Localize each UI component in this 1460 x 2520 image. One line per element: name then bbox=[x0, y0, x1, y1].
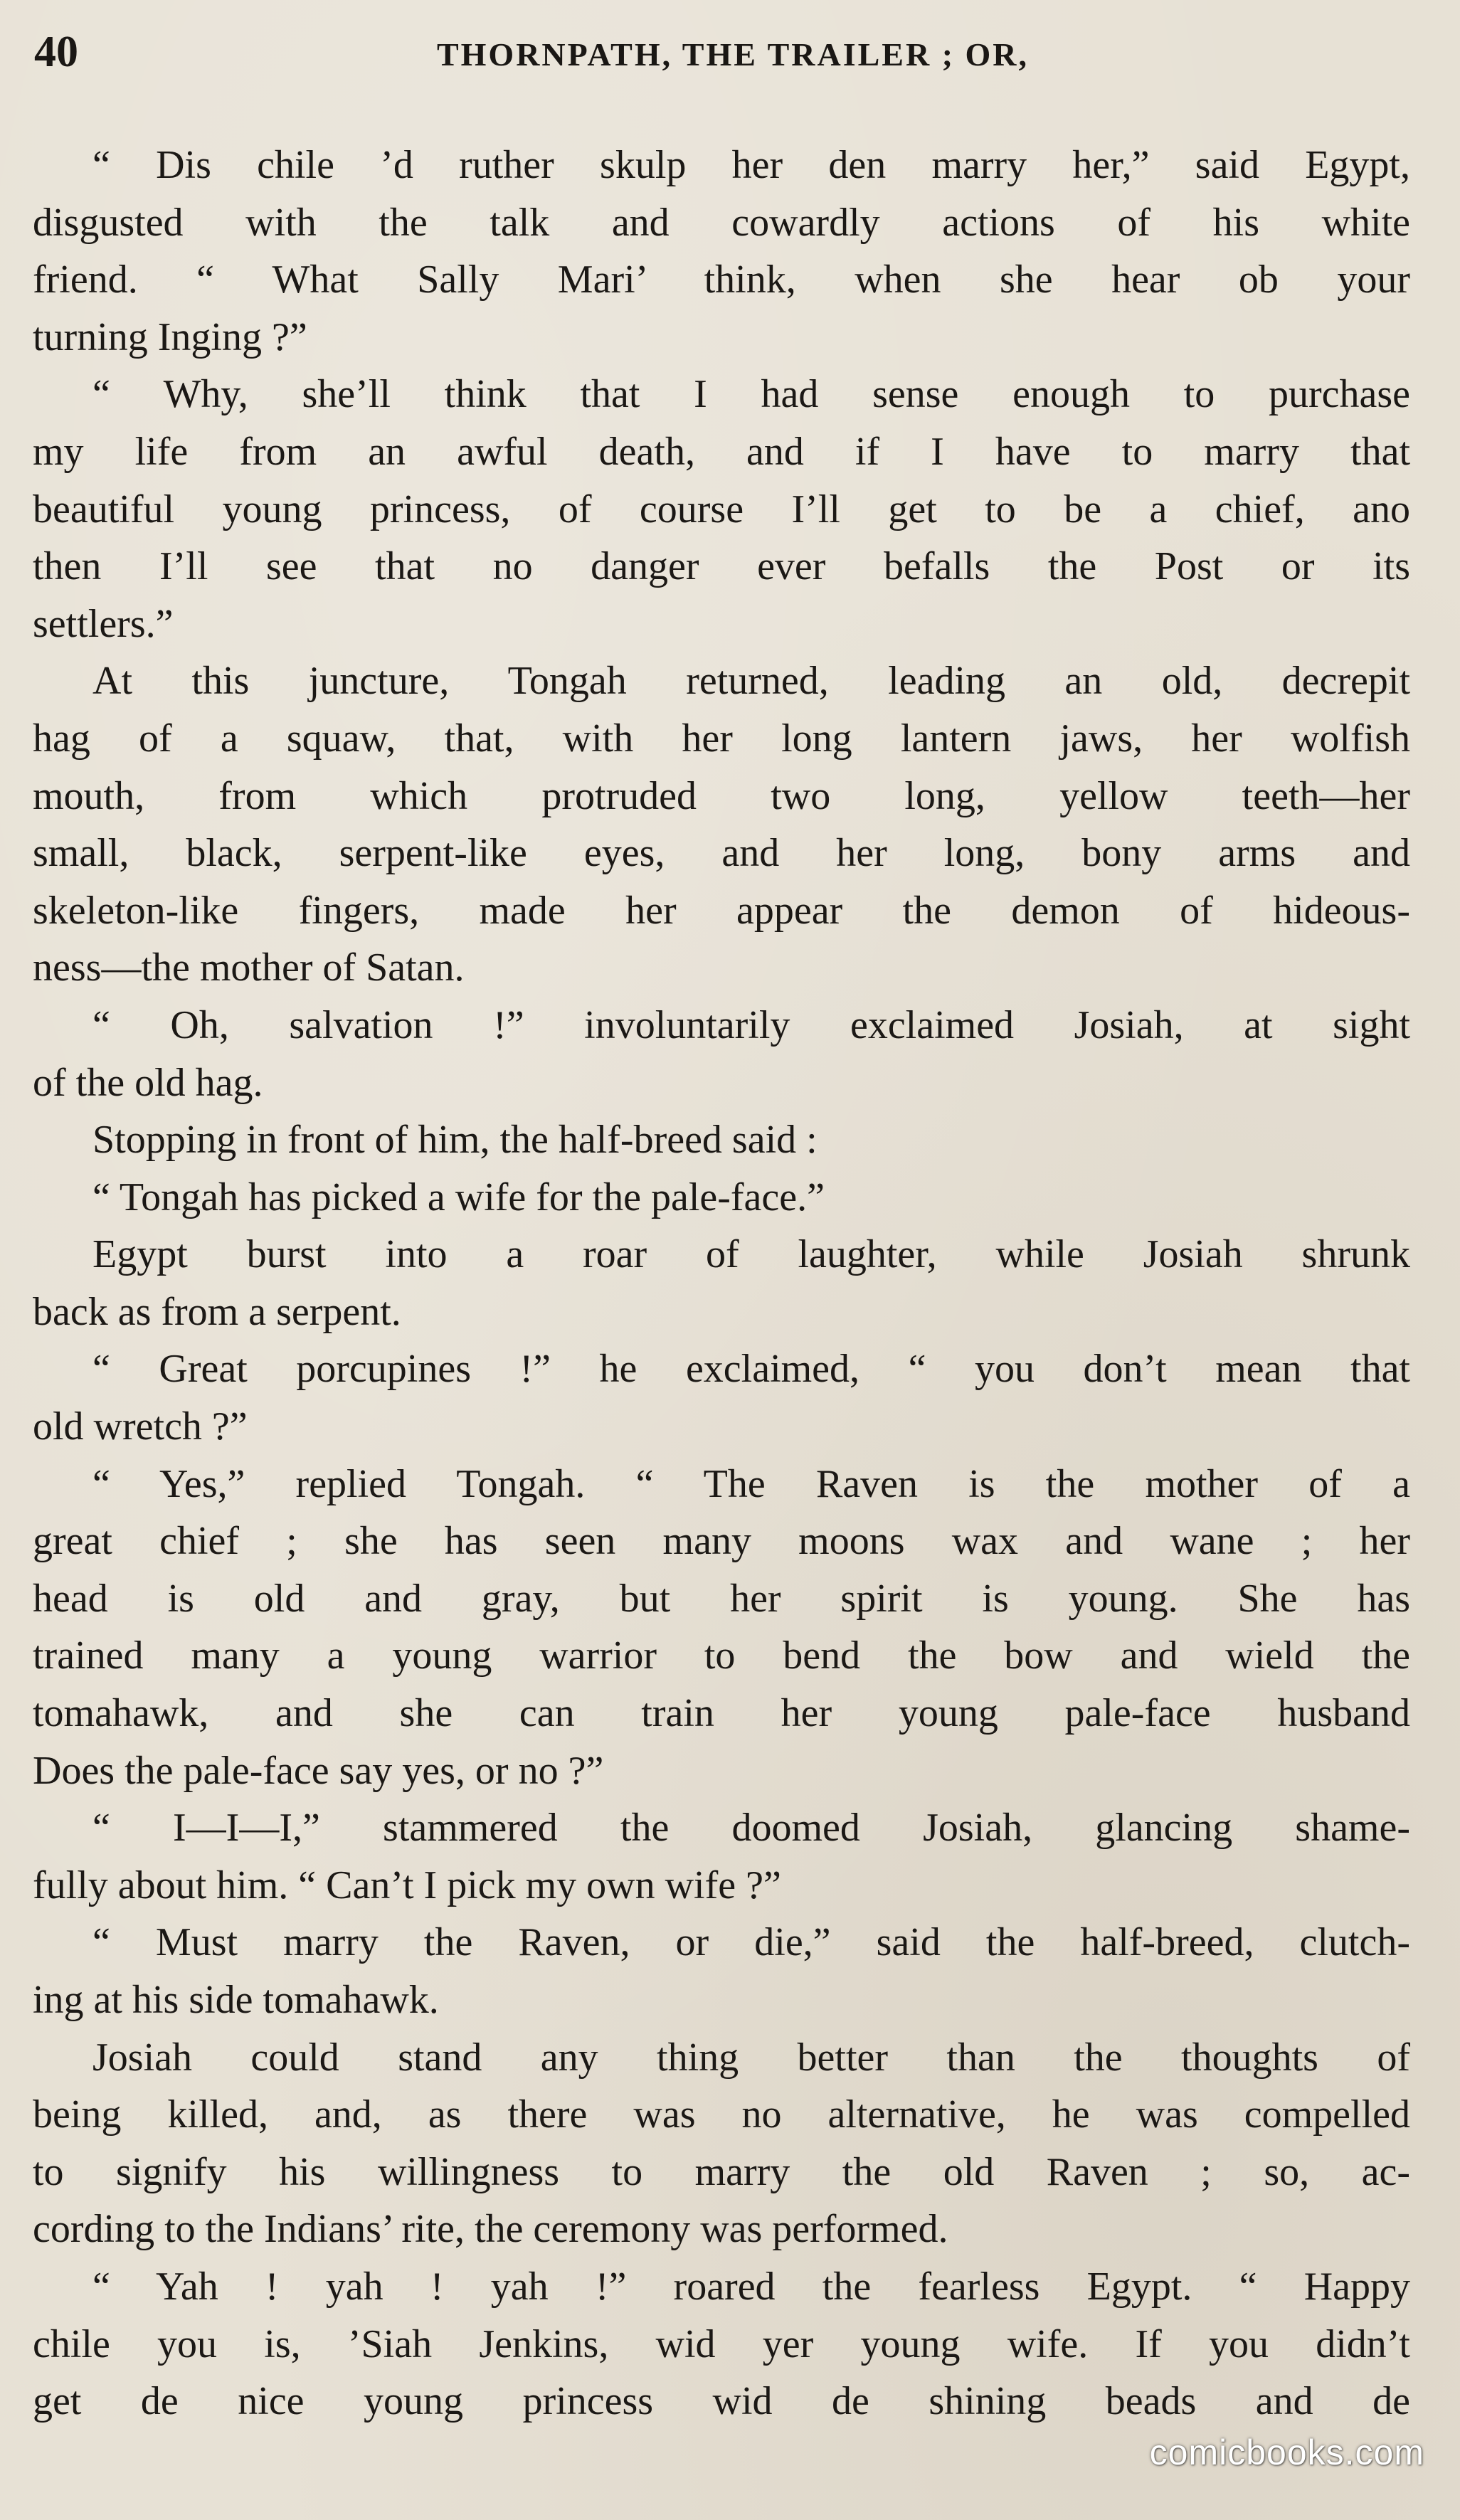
text-line: “ Great porcupines !” he exclaimed, “ you don’t mean that bbox=[92, 1347, 1410, 1392]
text-line: friend. “ What Sally Mari’ think, when she hear ob your bbox=[33, 258, 1410, 302]
text-line: “ Dis chile ’d ruther skulp her den marry her,” said Egypt, bbox=[92, 143, 1410, 187]
text-line: great chief ; she has seen many moons wax and wane ; her bbox=[33, 1519, 1410, 1564]
text-line: ing at his side tomahawk. bbox=[33, 1978, 439, 2022]
text-line: skeleton-like fingers, made her appear the demon of hideous- bbox=[33, 888, 1410, 933]
text-line: to signify his willingness to marry the old Raven ; so, ac- bbox=[33, 2149, 1410, 2194]
text-line: “ Must marry the Raven, or die,” said the half-breed, clutch- bbox=[92, 1920, 1410, 1965]
text-line: Josiah could stand any thing better than the thoughts of bbox=[92, 2035, 1410, 2080]
text-line: Stopping in front of him, the half-breed said : bbox=[92, 1118, 818, 1163]
text-line: back as from a serpent. bbox=[33, 1289, 401, 1334]
text-line: settlers.” bbox=[33, 601, 174, 646]
text-line: Egypt burst into a roar of laughter, while Josiah shrunk bbox=[92, 1232, 1410, 1277]
text-line: chile you is, ’Siah Jenkins, wid yer young wife. If you didn’t bbox=[33, 2322, 1410, 2366]
text-line: small, black, serpent-like eyes, and her long, bony arms and bbox=[33, 831, 1410, 876]
text-line: At this juncture, Tongah returned, leading an old, decrepit bbox=[92, 659, 1410, 704]
text-line: tomahawk, and she can train her young pale-face husband bbox=[33, 1691, 1410, 1736]
text-line: being killed, and, as there was no alternative, he was compelled bbox=[33, 2092, 1410, 2137]
text-line: “ Tongah has picked a wife for the pale-face.” bbox=[92, 1175, 825, 1219]
text-line: fully about him. “ Can’t I pick my own wife ?” bbox=[33, 1863, 781, 1907]
running-head: THORNPATH, THE TRAILER ; OR, bbox=[436, 36, 1030, 73]
text-line: head is old and gray, but her spirit is young. She has bbox=[33, 1576, 1410, 1621]
text-line: “ Yah ! yah ! yah !” roared the fearless Egypt. “ Happy bbox=[92, 2264, 1410, 2309]
text-line: turning Inging ?” bbox=[33, 314, 307, 359]
page-header bbox=[0, 21, 1460, 92]
body-text bbox=[33, 137, 1410, 2430]
text-line: of the old hag. bbox=[33, 1060, 263, 1105]
text-line: Does the pale-face say yes, or no ?” bbox=[33, 1748, 604, 1793]
text-line: beautiful young princess, of course I’ll get to be a chief, ano bbox=[33, 487, 1410, 531]
text-line: old wretch ?” bbox=[33, 1404, 248, 1449]
watermark: comicbooks.com bbox=[1149, 2432, 1424, 2472]
text-line: cording to the Indians’ rite, the ceremony was performed. bbox=[33, 2207, 948, 2252]
text-line: “ Why, she’ll think that I had sense enough to purchase bbox=[92, 372, 1410, 417]
text-line: “ Yes,” replied Tongah. “ The Raven is the mother of a bbox=[92, 1461, 1410, 1506]
text-line: my life from an awful death, and if I have to marry that bbox=[33, 429, 1410, 474]
text-line: hag of a squaw, that, with her long lantern jaws, her wolfish bbox=[33, 716, 1410, 761]
text-line: disgusted with the talk and cowardly actions of his white bbox=[33, 200, 1410, 245]
text-line: ness—the mother of Satan. bbox=[33, 946, 465, 990]
text-line: “ Oh, salvation !” involuntarily exclaimed Josiah, at sight bbox=[92, 1002, 1410, 1047]
text-line: trained many a young warrior to bend the bow and wield the bbox=[33, 1634, 1410, 1678]
text-line: then I’ll see that no danger ever befalls the Post or its bbox=[33, 544, 1410, 589]
text-line: mouth, from which protruded two long, yellow teeth—her bbox=[33, 773, 1410, 818]
text-line: get de nice young princess wid de shining beads and de bbox=[33, 2379, 1410, 2424]
text-line: “ I—I—I,” stammered the doomed Josiah, glancing shame- bbox=[92, 1806, 1410, 1851]
page-number: 40 bbox=[34, 28, 78, 76]
